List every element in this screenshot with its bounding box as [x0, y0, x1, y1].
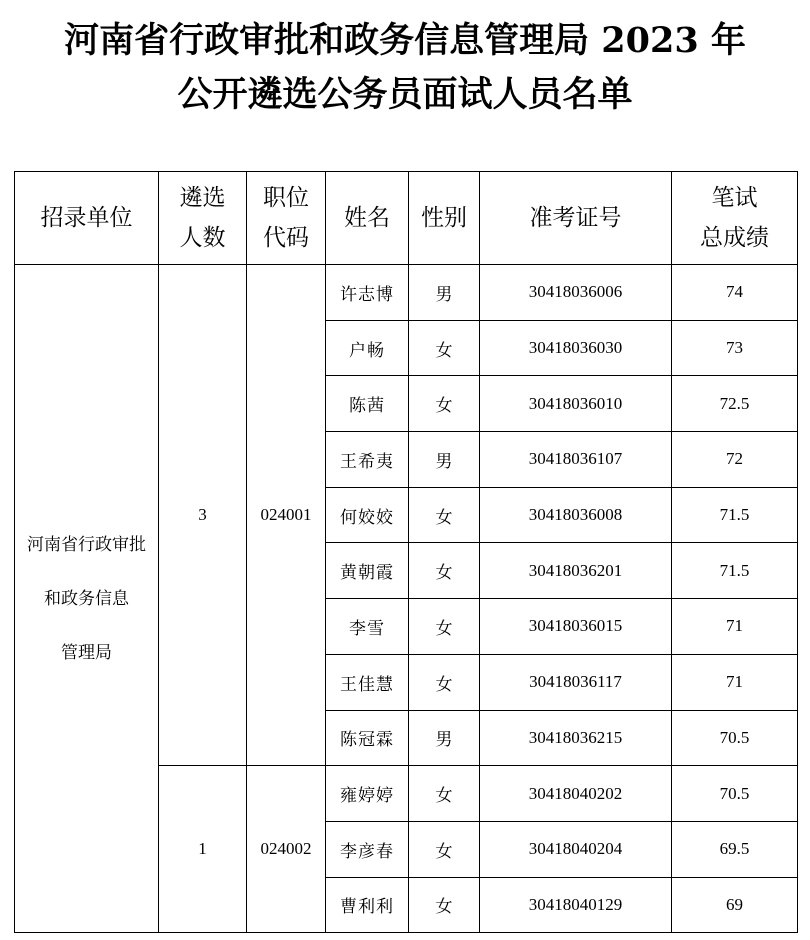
name-cell: 户畅	[326, 320, 409, 376]
gender-cell: 女	[409, 320, 480, 376]
exam-no-cell: 30418036215	[480, 710, 672, 766]
header-score	[672, 172, 798, 265]
unit-line-3: 管理局	[61, 642, 112, 663]
name-cell: 王希夷	[326, 432, 409, 488]
header-gender: 性别	[409, 172, 480, 265]
exam-no-cell: 30418036201	[480, 543, 672, 599]
name-cell: 许志博	[326, 265, 409, 321]
exam-no-cell: 30418036010	[480, 376, 672, 432]
header-score-line-1: 笔试	[711, 185, 758, 211]
candidate-table	[14, 171, 798, 933]
exam-no-cell: 30418036015	[480, 599, 672, 655]
header-row	[15, 172, 798, 265]
gender-cell: 男	[409, 710, 480, 766]
gender-cell: 女	[409, 877, 480, 933]
table-row	[15, 265, 798, 321]
gender-cell: 男	[409, 432, 480, 488]
name-cell: 李雪	[326, 599, 409, 655]
gender-cell: 女	[409, 821, 480, 877]
gender-cell: 女	[409, 654, 480, 710]
name-cell: 陈茜	[326, 376, 409, 432]
exam-no-cell: 30418040202	[480, 766, 672, 822]
header-name: 姓名	[326, 172, 409, 265]
header-code-line-2: 代码	[263, 225, 309, 251]
score-cell: 72	[672, 432, 798, 488]
page-title-line-2: 公开遴选公务员面试人员名单	[177, 74, 633, 115]
position-code-cell: 024002	[247, 766, 326, 933]
unit-line-2: 和政务信息	[44, 588, 129, 609]
gender-cell: 女	[409, 376, 480, 432]
name-cell: 雍婷婷	[326, 766, 409, 822]
score-cell: 70.5	[672, 766, 798, 822]
name-cell: 曹利利	[326, 877, 409, 933]
score-cell: 69	[672, 877, 798, 933]
name-cell: 李彦春	[326, 821, 409, 877]
score-cell: 71	[672, 599, 798, 655]
header-code	[247, 172, 326, 265]
exam-no-cell: 30418036006	[480, 265, 672, 321]
gender-cell: 女	[409, 766, 480, 822]
score-cell: 71	[672, 654, 798, 710]
name-cell: 何姣姣	[326, 487, 409, 543]
name-cell: 陈冠霖	[326, 710, 409, 766]
exam-no-cell: 30418040204	[480, 821, 672, 877]
score-cell: 73	[672, 320, 798, 376]
score-cell: 69.5	[672, 821, 798, 877]
exam-no-cell: 30418036008	[480, 487, 672, 543]
page-title-line-1: 河南省行政审批和政务信息管理局 2023 年	[64, 20, 746, 61]
score-cell: 72.5	[672, 376, 798, 432]
name-cell: 王佳慧	[326, 654, 409, 710]
gender-cell: 女	[409, 487, 480, 543]
score-cell: 71.5	[672, 487, 798, 543]
gender-cell: 男	[409, 265, 480, 321]
gender-cell: 女	[409, 543, 480, 599]
header-unit: 招录单位	[15, 172, 159, 265]
header-quota-line-1: 遴选	[179, 185, 226, 211]
gender-cell: 女	[409, 599, 480, 655]
exam-no-cell: 30418036107	[480, 432, 672, 488]
unit-line-1: 河南省行政审批	[27, 534, 146, 555]
header-score-line-2: 总成绩	[700, 225, 769, 251]
quota-cell: 1	[159, 766, 247, 933]
exam-no-cell: 30418036030	[480, 320, 672, 376]
position-code-cell: 024001	[247, 265, 326, 766]
score-cell: 74	[672, 265, 798, 321]
header-exam-no: 准考证号	[480, 172, 672, 265]
exam-no-cell: 30418036117	[480, 654, 672, 710]
score-cell: 70.5	[672, 710, 798, 766]
name-cell: 黄朝霞	[326, 543, 409, 599]
unit-cell	[15, 265, 159, 933]
quota-cell: 3	[159, 265, 247, 766]
exam-no-cell: 30418040129	[480, 877, 672, 933]
header-code-line-1: 职位	[263, 185, 309, 211]
score-cell: 71.5	[672, 543, 798, 599]
header-quota-line-2: 人数	[179, 225, 226, 251]
header-quota	[159, 172, 247, 265]
